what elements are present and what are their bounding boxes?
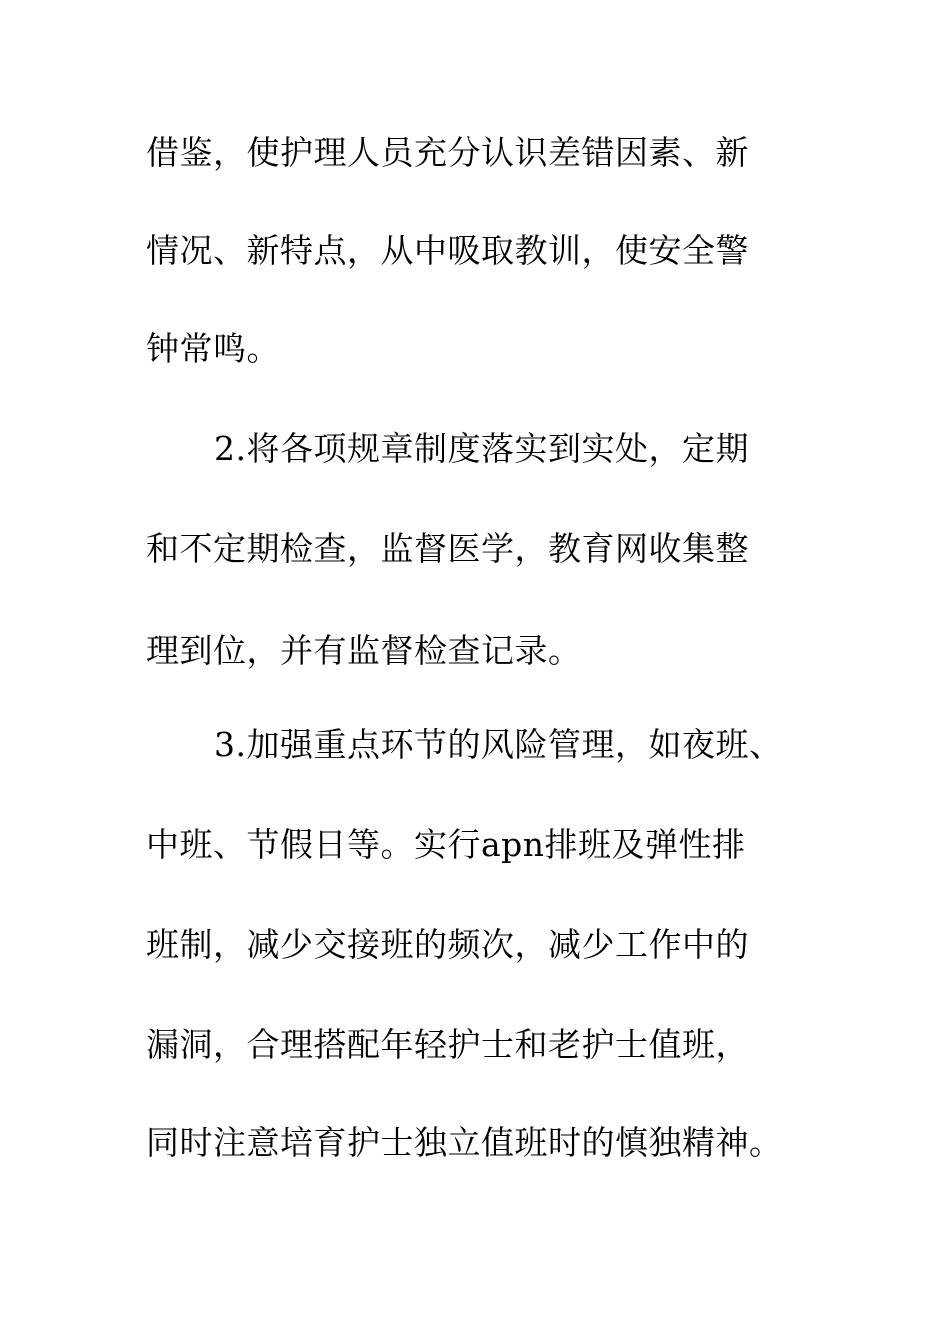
text-line-8: 中班、节假日等。实行apn排班及弹性排 xyxy=(146,825,746,864)
text-line-4-paragraph-2: 2.将各项规章制度落实到实处，定期 xyxy=(214,429,749,468)
text-line-6: 理到位，并有监督检查记录。 xyxy=(146,631,582,670)
text-line-11: 同时注意培育护士独立值班时的慎独精神。 xyxy=(146,1123,783,1162)
text-line-2: 情况、新特点，从中吸取教训，使安全警 xyxy=(146,231,749,270)
text-line-5: 和不定期检查，监督医学，教育网收集整 xyxy=(146,529,749,568)
text-line-9: 班制，减少交接班的频次，减少工作中的 xyxy=(146,925,749,964)
text-line-7-paragraph-3: 3.加强重点环节的风险管理，如夜班、 xyxy=(214,725,783,764)
text-line-3: 钟常鸣。 xyxy=(146,329,280,368)
text-line-10: 漏洞，合理搭配年轻护士和老护士值班， xyxy=(146,1025,749,1064)
text-line-1: 借鉴，使护理人员充分认识差错因素、新 xyxy=(146,133,749,172)
